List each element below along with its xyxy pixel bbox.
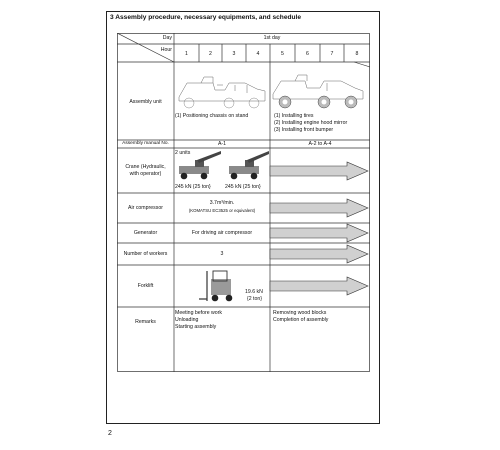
row-label-crane-1: Crane (Hydraulic, [125, 164, 166, 170]
arrow-crane [270, 162, 368, 180]
forklift-icon [199, 271, 232, 301]
row-label-remarks: Remarks [135, 319, 156, 325]
crane-capacity-1: 245 kN {25 ton} [175, 184, 211, 190]
hour-6: 6 [306, 51, 309, 57]
remark-b-1: Removing wood blocks [273, 310, 327, 316]
air-spec: 3.7m³/min. [209, 200, 235, 206]
remark-b-2: Completion of assembly [273, 317, 329, 323]
forklift-capacity-1: 19.6 kN [245, 289, 263, 295]
row-label-workers: Number of workers [123, 251, 168, 257]
assembly-step-b-2: (2) Installing engine hood mirror [274, 120, 348, 126]
crane-capacity-2: 245 kN {25 ton} [225, 184, 261, 190]
machine-sketch-b [273, 75, 363, 99]
arrow-workers [270, 245, 368, 263]
section-heading: 3 Assembly procedure, necessary equipments, and schedule [110, 14, 302, 21]
manual-b: A-2 to A-4 [308, 141, 332, 147]
remark-a-2: Unloading [175, 317, 199, 323]
hour-7: 7 [330, 51, 334, 57]
hour-label: Hour [160, 47, 172, 53]
row-label-generator: Generator [133, 230, 158, 236]
forklift-capacity-2: {2 ton} [247, 296, 263, 302]
hour-1: 1 [185, 51, 188, 57]
arrow-forklift [270, 277, 368, 295]
arrow-air [270, 199, 368, 217]
generator-note: For driving air compressor [191, 230, 253, 236]
workers-value: 3 [220, 251, 224, 257]
remark-a-1: Meeting before work [175, 310, 222, 316]
row-label-crane-2: with operator) [129, 171, 162, 177]
crane-icon-2 [229, 151, 269, 179]
hour-4: 4 [256, 51, 260, 57]
schedule-table [117, 33, 370, 372]
assembly-step-a: (1) Positioning chassis on stand [175, 113, 249, 119]
assembly-step-b-1: (1) Installing tires [274, 113, 314, 119]
day-value: 1st day [263, 35, 281, 41]
manual-a: A-1 [217, 141, 227, 147]
hour-5: 5 [281, 51, 284, 57]
remark-a-3: Starting assembly [175, 324, 217, 330]
row-label-assembly-unit: Assembly unit [129, 99, 162, 105]
crane-units: 2 units [175, 150, 191, 156]
row-label-manual: Assembly manual No. [122, 141, 169, 146]
machine-sketch-a [179, 77, 265, 101]
row-label-forklift: Forklift [137, 283, 154, 289]
arrow-generator [270, 224, 368, 242]
day-label: Day [162, 35, 172, 41]
assembly-step-b-3: (3) Installing front bumper [274, 127, 334, 133]
hour-3: 3 [232, 51, 236, 57]
hour-8: 8 [355, 51, 359, 57]
hour-2: 2 [209, 51, 212, 57]
page-number: 2 [108, 430, 112, 437]
row-label-air-compressor: Air compressor [128, 205, 163, 211]
air-model: (KOMATSU EC3525 or equivalent) [188, 208, 256, 213]
